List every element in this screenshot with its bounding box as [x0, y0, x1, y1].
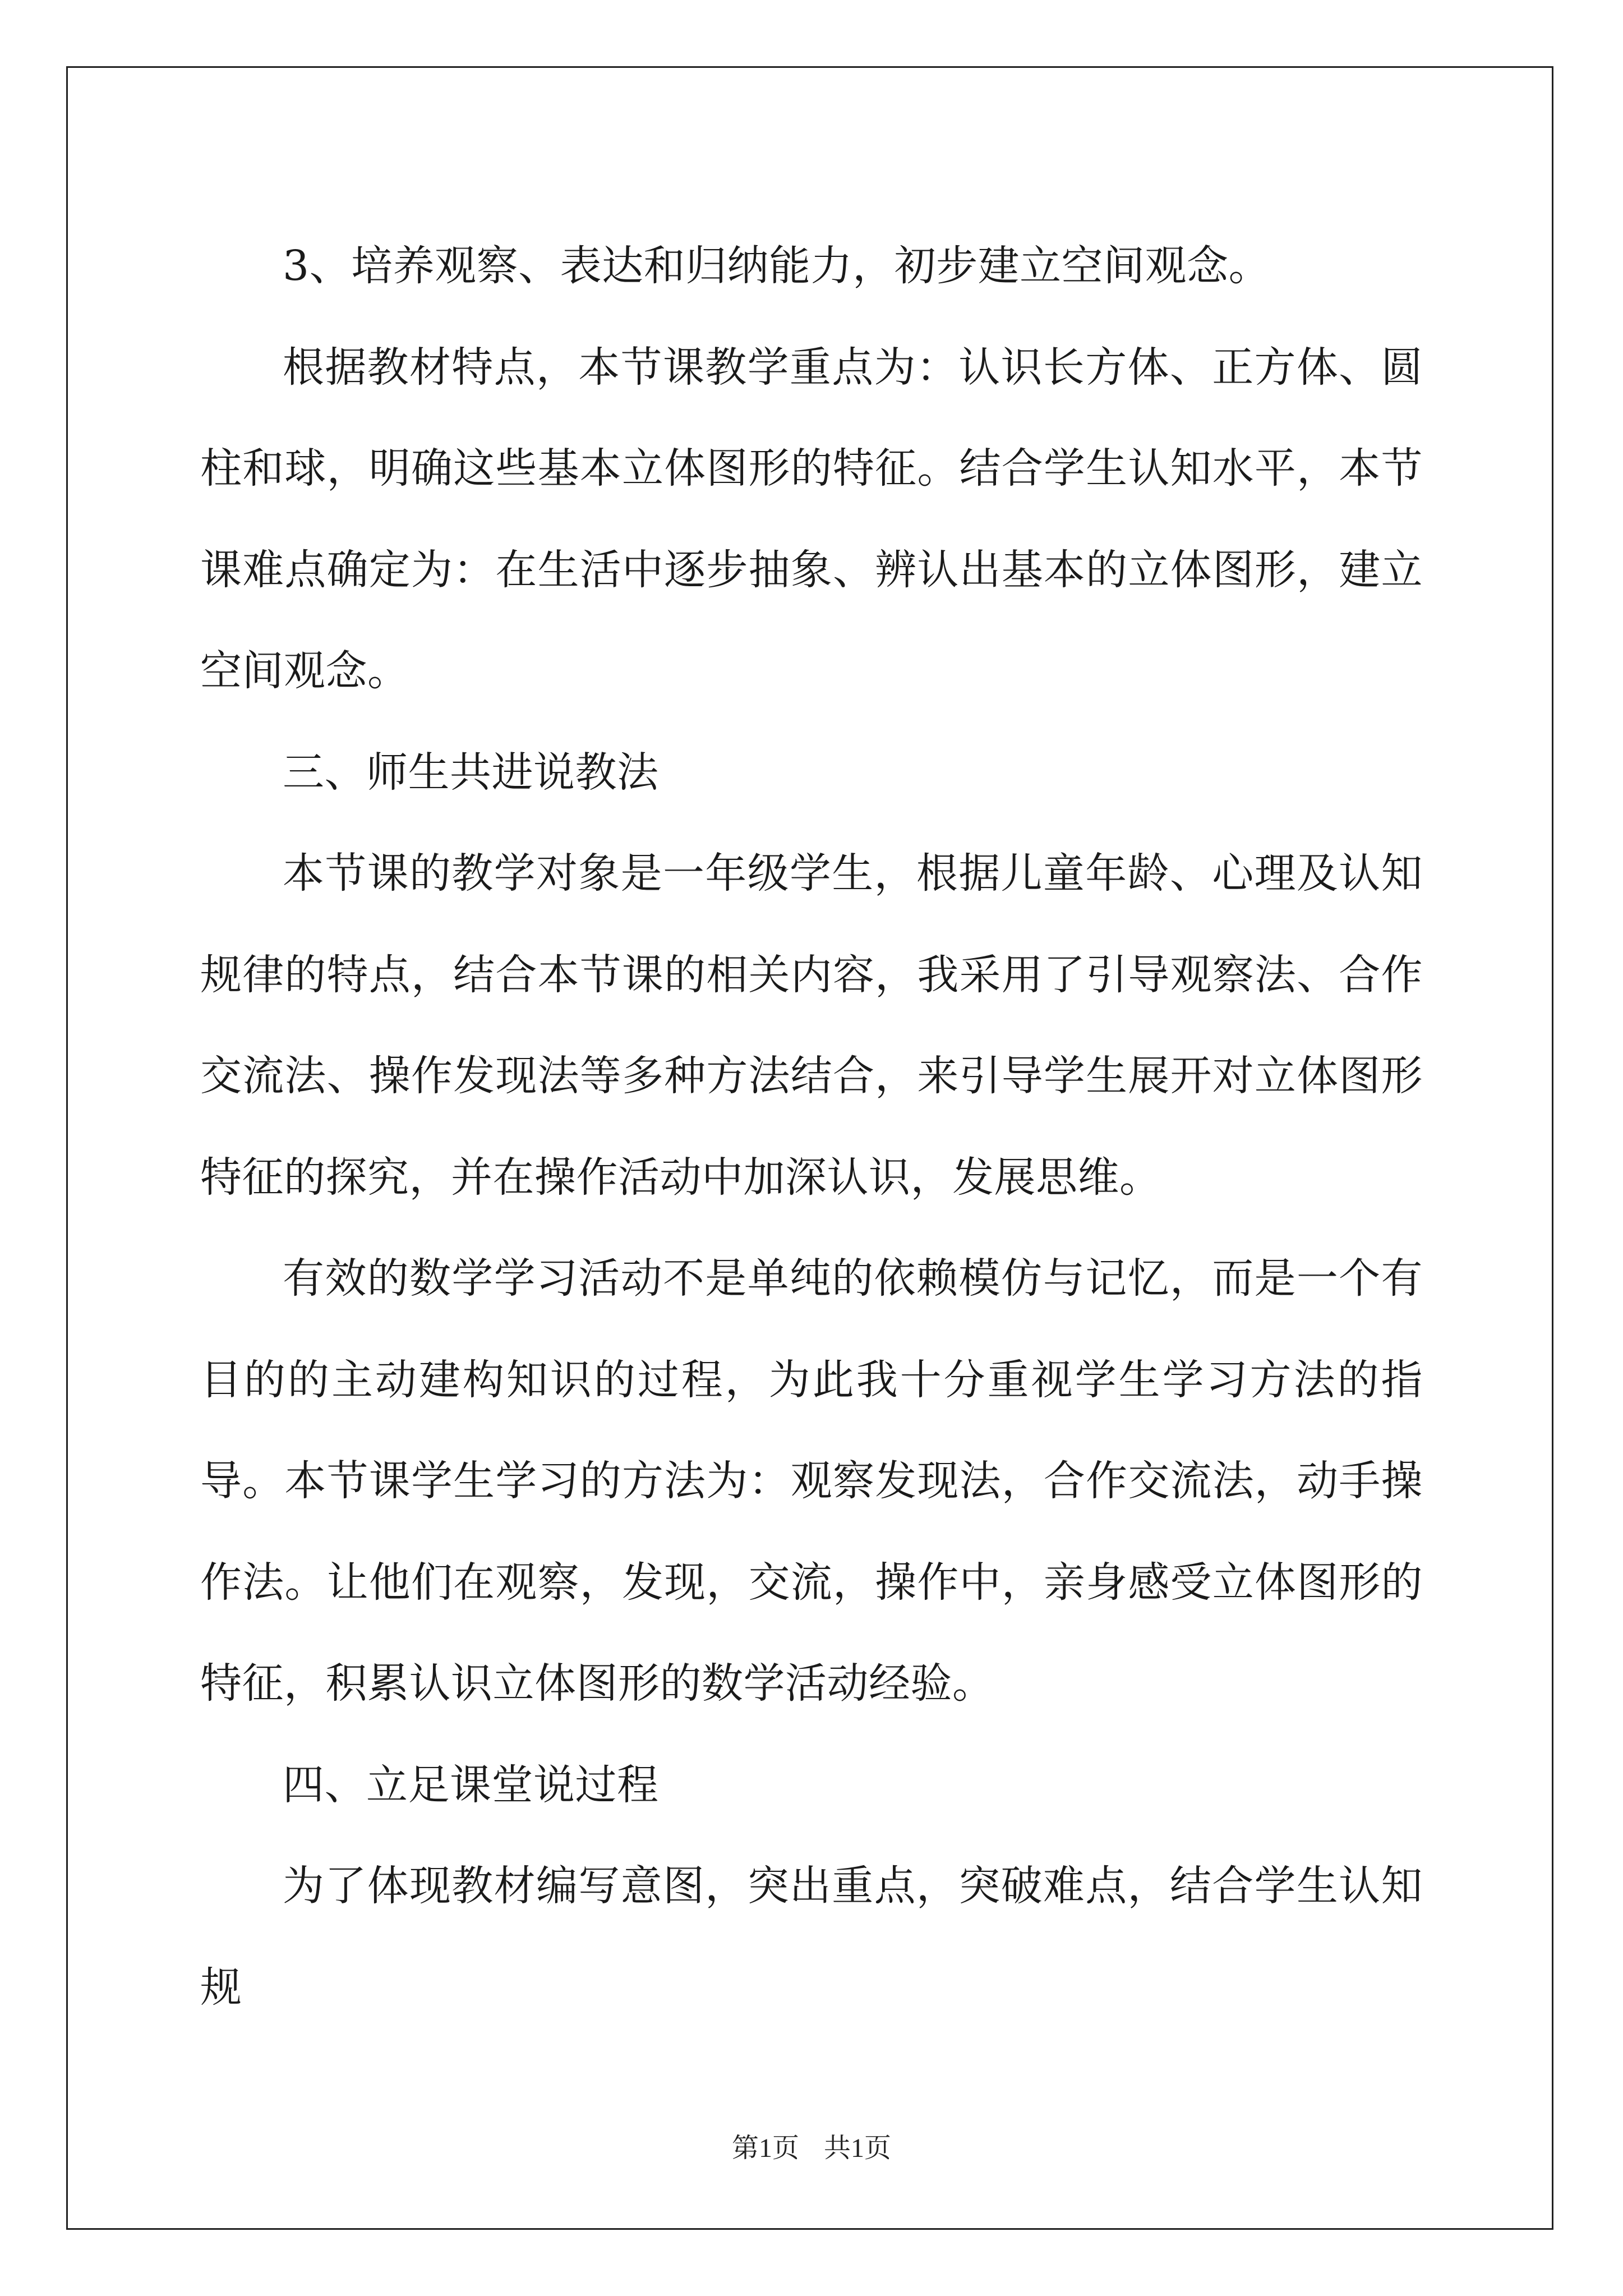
paragraph-learning-methods: 有效的数学学习活动不是单纯的依赖模仿与记忆，而是一个有目的的主动建构知识的过程，为此我十分重视学生学习方法的指导。本节课学生学习的方法为：观察发现法，合作交流法，动手操作法。让他们在观察，发现，交流，操作中，亲身感受立体图形的特征，积累认识立体图形的数学活动经验。: [200, 1254, 1423, 1708]
paragraph-teaching-methods: 本节课的教学对象是一年级学生，根据儿童年龄、心理及认知规律的特点，结合本节课的相关内容，我采用了引导观察法、合作交流法、操作发现法等多种方法结合，来引导学生展开对立体图形特征的探究，并在操作活动中加深认识，发展思维。: [200, 849, 1423, 1202]
page-number: 第1页: [731, 2133, 799, 2163]
document-body: [200, 215, 1423, 2038]
page-total: 共1页: [824, 2133, 892, 2163]
section-heading-process: 四、立足课堂说过程: [283, 1760, 659, 1809]
paragraph-key-points: 根据教材特点，本节课教学重点为：认识长方体、正方体、圆柱和球，明确这些基本立体图形的特征。结合学生认知水平，本节课难点确定为：在生活中逐步抽象、辨认出基本的立体图形，建立空间观念。: [200, 343, 1423, 695]
paragraph-process-intro: 为了体现教材编写意图，突出重点，突破难点，结合学生认知规: [200, 1862, 1423, 2012]
paragraph-objective-3: 3、培养观察、表达和归纳能力，初步建立空间观念。: [283, 242, 1271, 290]
page-footer: [0, 2132, 1623, 2165]
section-heading-teaching-methods: 三、师生共进说教法: [283, 748, 659, 797]
